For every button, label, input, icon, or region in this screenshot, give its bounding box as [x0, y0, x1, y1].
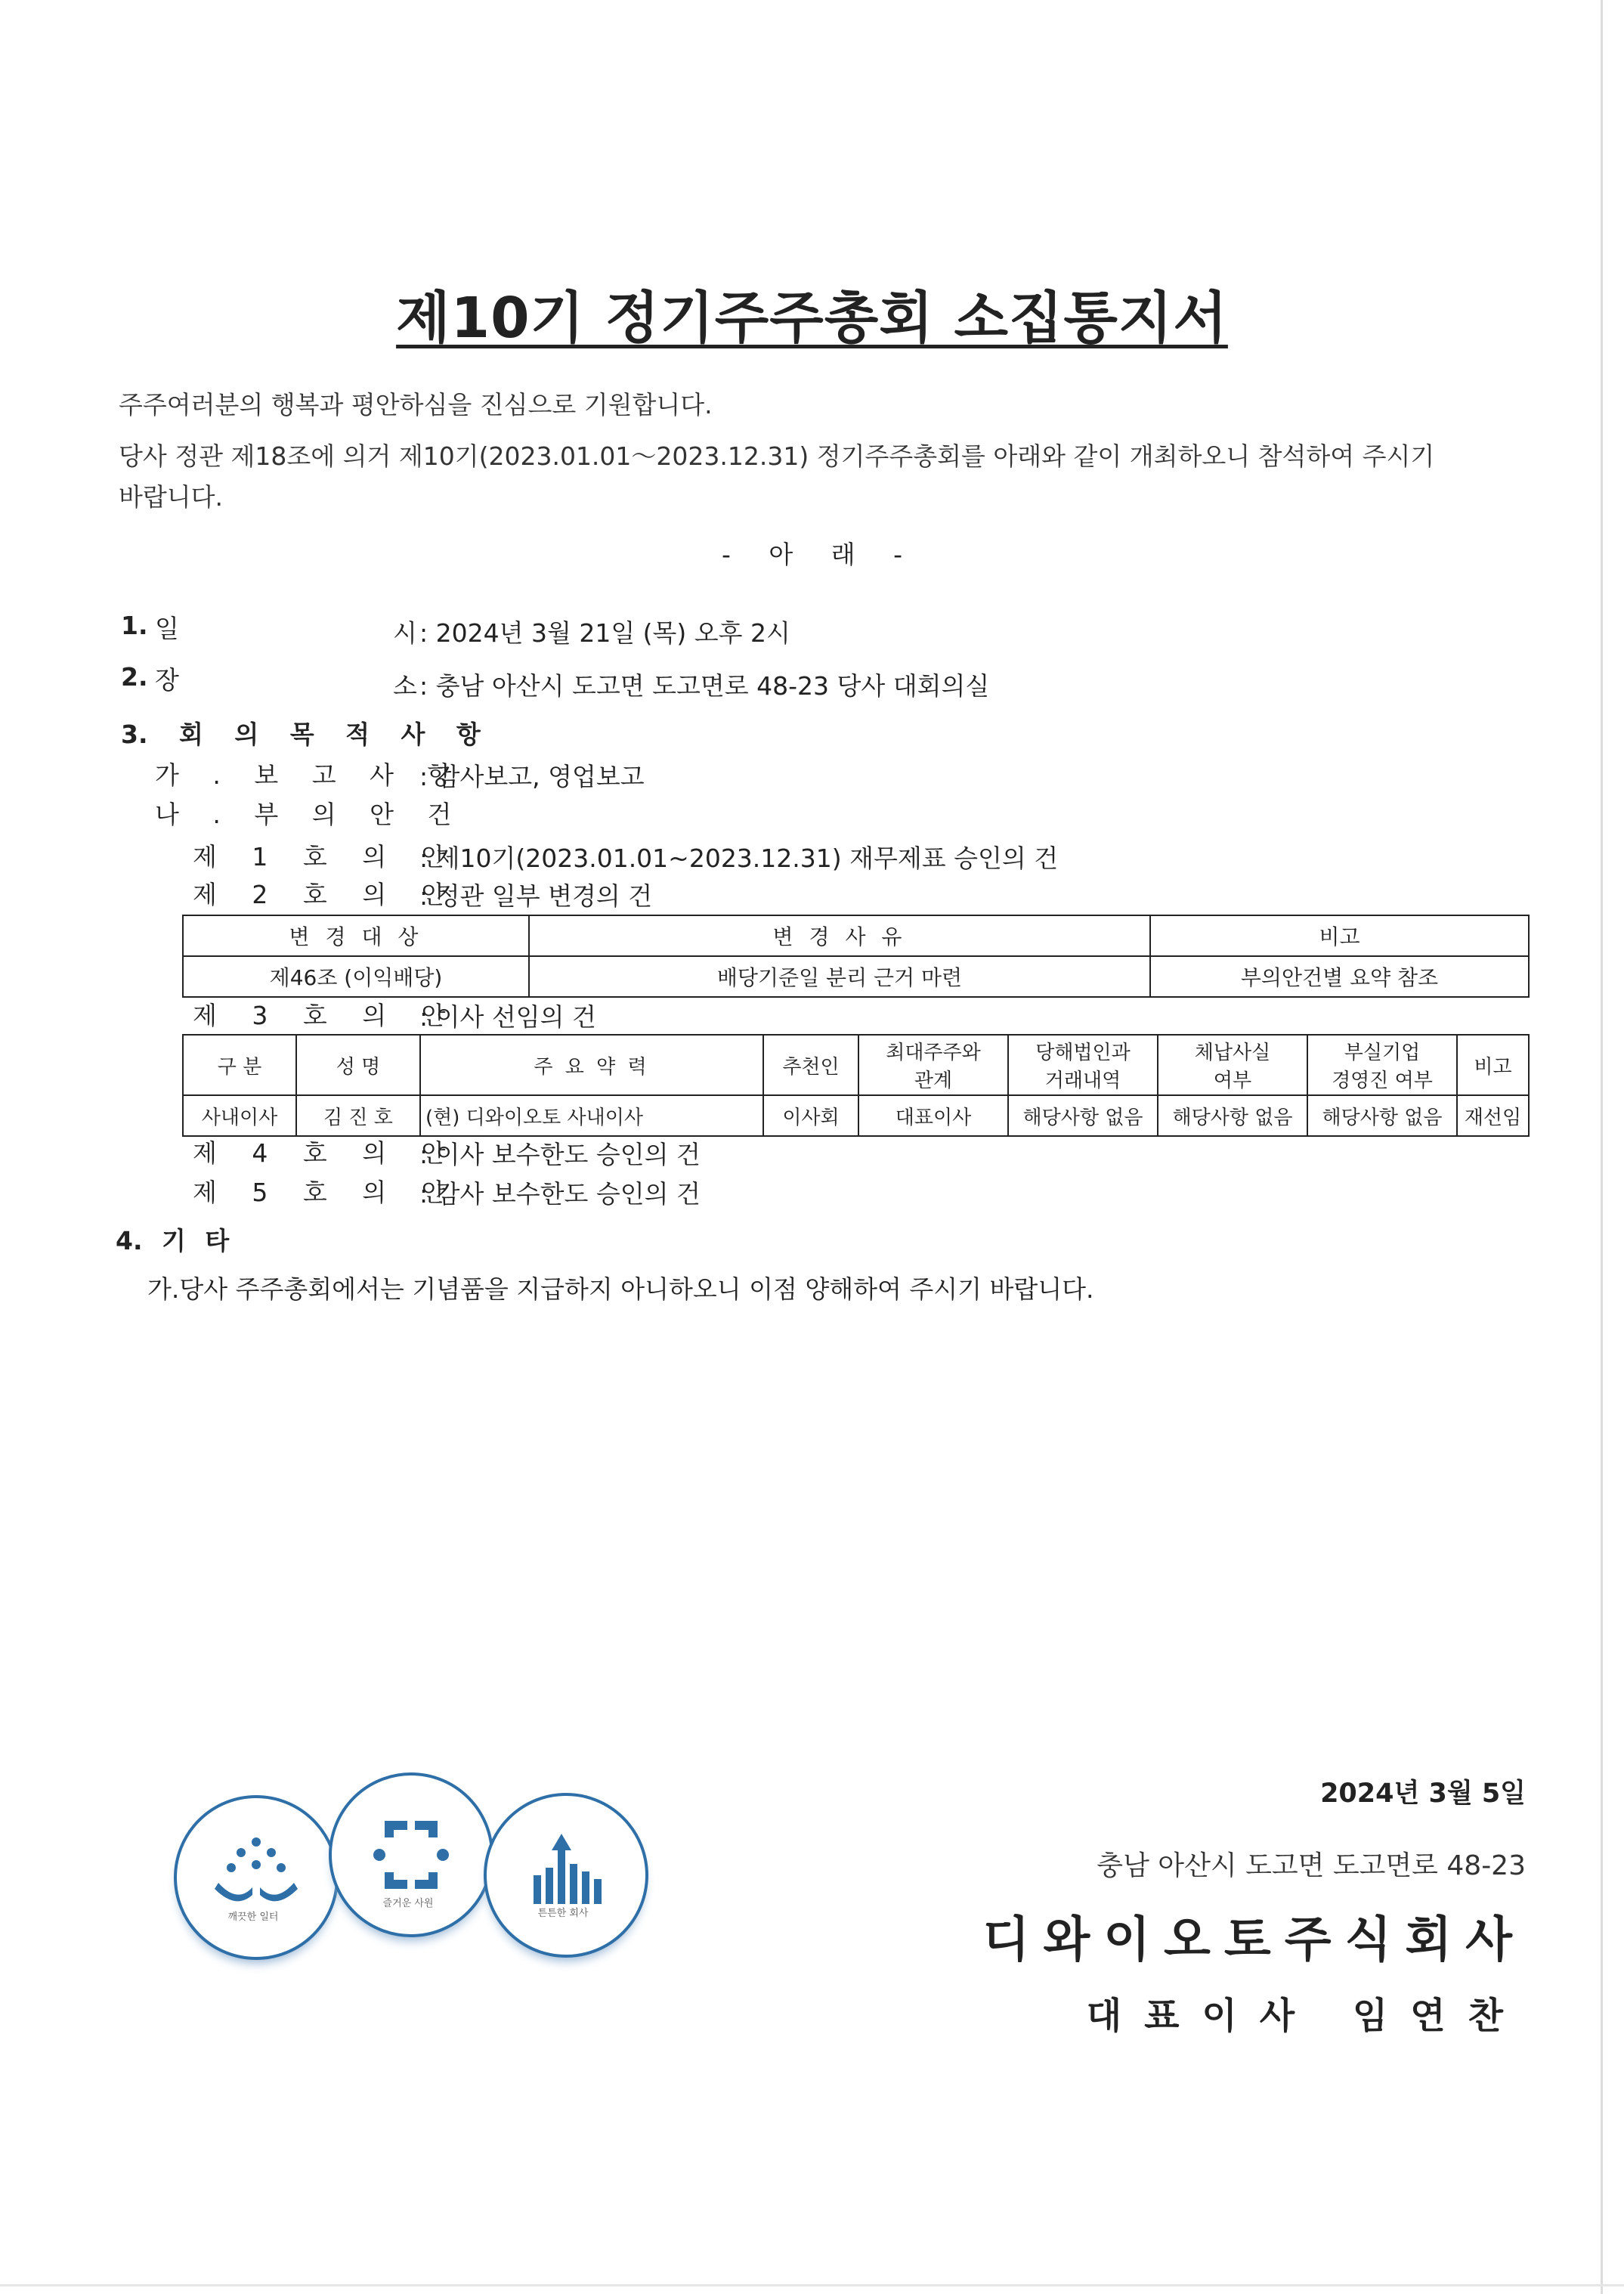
meeting-datetime: : 2024년 3월 21일 (목) 오후 2시: [419, 618, 790, 648]
item-4-note: 가.당사 주주총회에서는 기념품을 지급하지 아니하오니 이점 양해하여 주시기 바랍니다.: [147, 1274, 1094, 1304]
table-cell: 재선임: [1457, 1095, 1529, 1136]
report-items-label: 가 . 보 고 사 항: [155, 760, 452, 790]
item-1-label-b: 시: [393, 618, 417, 648]
table-cell: 배당기준일 분리 근거 마련: [529, 956, 1150, 997]
table-header-cell: 부실기업 경영진 여부: [1307, 1035, 1457, 1095]
table-cell: 부의안건별 요약 참조: [1150, 956, 1529, 997]
table-header-cell: 변 경 대 상: [183, 915, 529, 956]
notice-title: 제10기 정기주주총회 소집통지서: [396, 286, 1228, 351]
table-cell: 해당사항 없음: [1008, 1095, 1158, 1136]
agenda-5-label: 제 5 호 의 안: [193, 1178, 446, 1207]
item-2-number: 2.: [121, 662, 148, 692]
table-header-cell: 비고: [1457, 1035, 1529, 1095]
item-2-label-b: 소: [393, 671, 417, 701]
resolution-items-label: 나 . 부 의 안 건: [155, 800, 452, 829]
hands-drops-icon: [177, 1798, 336, 1957]
table-header-cell: 변 경 사 유: [529, 915, 1150, 956]
agenda-2-value: : 정관 일부 변경의 건: [419, 881, 653, 911]
table-cell: (현) 디와이오토 사내이사: [420, 1095, 763, 1136]
table-header-cell: 주 요 약 력: [420, 1035, 763, 1095]
agenda-4-label: 제 4 호 의 안: [193, 1138, 446, 1168]
table-header-row: [183, 915, 1529, 956]
item-2-label-a: 장: [155, 665, 179, 695]
greeting: 주주여러분의 행복과 평안하심을 진심으로 기원합니다.: [119, 390, 713, 419]
table-cell: 이사회: [763, 1095, 858, 1136]
item-1-number: 1.: [121, 611, 148, 640]
logo-clean-workplace: [174, 1795, 339, 1960]
ceo-name: 대표이사 임연찬: [1086, 1995, 1526, 2037]
item-1-label-a: 일: [155, 614, 179, 643]
table-cell: 김 진 호: [296, 1095, 420, 1136]
table-header-cell: 성 명: [296, 1035, 420, 1095]
company-name: 디와이오토주식회사: [982, 1912, 1526, 1968]
logo-label: 깨끗한 일터: [227, 1912, 279, 1923]
report-items-value: : 감사보고, 영업보고: [419, 762, 645, 791]
table-header-cell: 추천인: [763, 1035, 858, 1095]
table-header-row: [183, 1035, 1529, 1095]
logo-circle: [174, 1795, 339, 1960]
intro-line-2: 바랍니다.: [119, 482, 224, 512]
logo-happy-employees: [329, 1772, 493, 1937]
agenda-4-value: : 이사 보수한도 승인의 건: [419, 1140, 701, 1169]
table-row: [183, 1095, 1529, 1136]
table-row: [183, 956, 1529, 997]
director-candidate-table: [182, 1034, 1530, 1137]
meeting-place: : 충남 아산시 도고면 도고면로 48-23 당사 대회의실: [419, 671, 990, 701]
item-4-heading: 4. 기 타: [116, 1226, 230, 1255]
growth-bars-icon: [487, 1796, 645, 1955]
table-cell: 제46조 (이익배당): [183, 956, 529, 997]
page-edge-bottom: [0, 2284, 1624, 2286]
table-header-cell: 비고: [1150, 915, 1529, 956]
item-3-heading: 3. 회 의 목 적 사 항: [121, 720, 481, 749]
logo-strong-company: [484, 1793, 648, 1958]
agenda-2-label: 제 2 호 의 안: [193, 880, 446, 909]
table-header-cell: 구 분: [183, 1035, 296, 1095]
table-cell: 해당사항 없음: [1158, 1095, 1307, 1136]
table-cell: 대표이사: [858, 1095, 1008, 1136]
logo-circle: [329, 1772, 493, 1937]
people-circle-icon: [332, 1775, 490, 1934]
logo-label: 즐거운 사원: [382, 1898, 434, 1909]
logo-circle: [484, 1793, 648, 1958]
agenda-1-label: 제 1 호 의 안: [193, 842, 446, 871]
table-cell: 사내이사: [183, 1095, 296, 1136]
table-header-cell: 체납사실 여부: [1158, 1035, 1307, 1095]
agenda-3-label: 제 3 호 의 안: [193, 1001, 446, 1030]
logo-label: 튼튼한 회사: [537, 1908, 589, 1919]
agenda-1-value: : 제10기(2023.01.01~2023.12.31) 재무제표 승인의 건: [419, 844, 1059, 873]
articles-amendment-table: [182, 915, 1530, 998]
table-cell: 해당사항 없음: [1307, 1095, 1457, 1136]
notice-date: 2024년 3월 5일: [1320, 1779, 1526, 1809]
agenda-5-value: : 감사 보수한도 승인의 건: [419, 1179, 701, 1209]
agenda-3-value: : 이사 선임의 건: [419, 1002, 596, 1032]
below-heading: - 아 래 -: [721, 540, 903, 569]
company-address: 충남 아산시 도고면 도고면로 48-23: [1097, 1850, 1526, 1881]
table-header-cell: 당해법인과 거래내역: [1008, 1035, 1158, 1095]
table-header-cell: 최대주주와 관계: [858, 1035, 1008, 1095]
intro-line-1: 당사 정관 제18조에 의거 제10기(2023.01.01～2023.12.31) 정기주주총회를 아래와 같이 개최하오니 참석하여 주시기: [119, 441, 1435, 471]
